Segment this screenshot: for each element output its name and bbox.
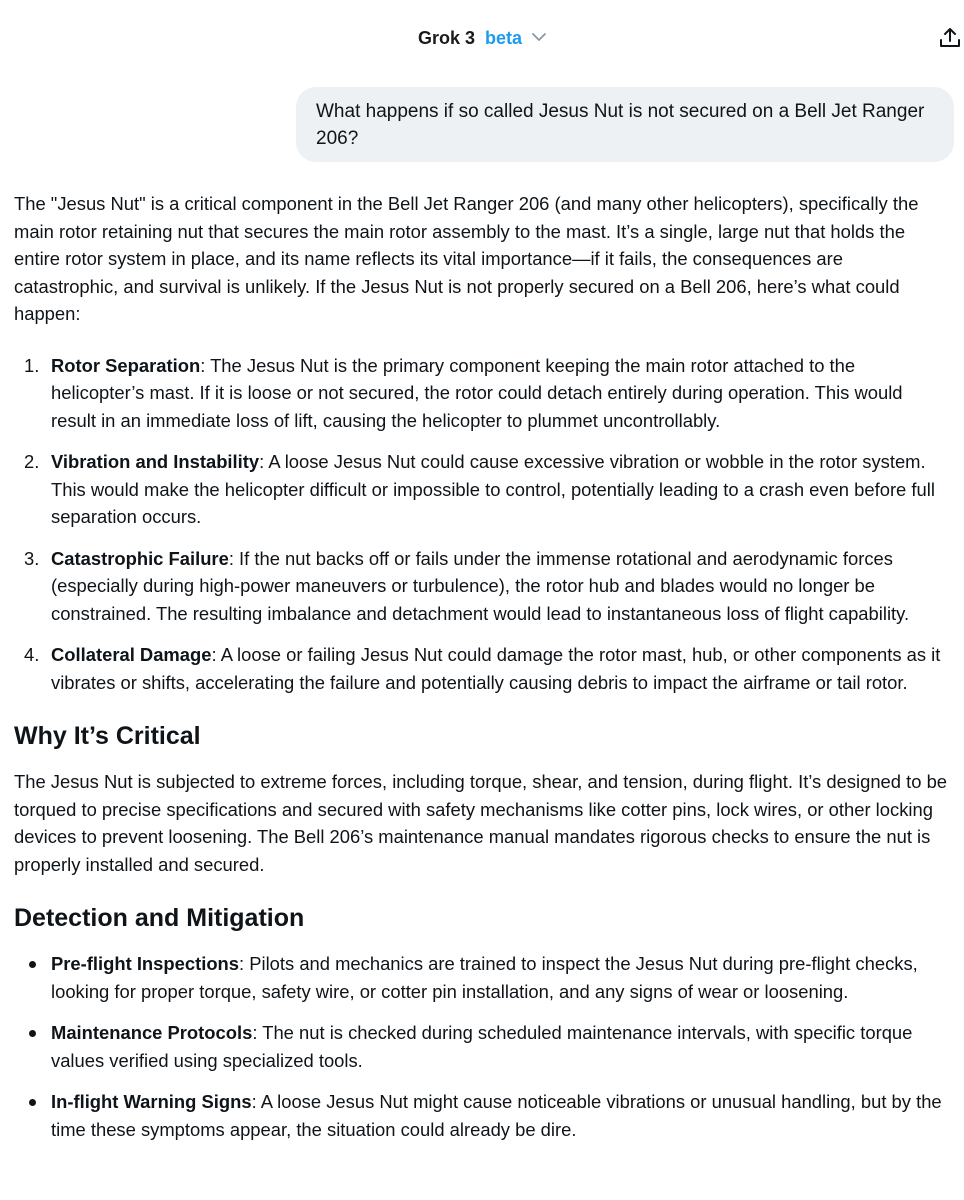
item-title: Vibration and Instability xyxy=(51,451,260,472)
item-title: Collateral Damage xyxy=(51,644,212,665)
chat-header xyxy=(0,0,964,76)
item-text: : If the nut backs off or fails under the immense rotational and aerodynamic forces (especially during high-power maneuvers or turbulence), the rotor hub and blades would no longer be constrained. The resulting imbalance and detachment would lead to instantaneous loss of flight capability. xyxy=(51,547,910,624)
item-title: Pre-flight Inspections xyxy=(51,953,240,974)
response-intro: The "Jesus Nut" is a critical component in the Bell Jet Ranger 206 (and many other helicopters), specifically the main rotor retaining nut that secures the main rotor assembly to the mast. It’s a single, large nut that holds the entire rotor system in place, and its name reflects its vital importance—if it fails, the consequences are catastrophic, and survival is unlikely. If the Jesus Nut is not properly secured on a Bell 206, here’s what could happen: xyxy=(14,193,919,324)
model-selector[interactable] xyxy=(0,24,964,52)
beta-badge: beta xyxy=(485,28,523,48)
user-message-bubble: What happens if so called Jesus Nut is not secured on a Bell Jet Ranger 206? xyxy=(296,87,954,162)
section-heading-detection: Detection and Mitigation xyxy=(14,904,305,932)
list-item xyxy=(14,1019,952,1074)
item-text: : A loose or failing Jesus Nut could damage the rotor mast, hub, or other components as it vibrates or shifts, accelerating the failure and potentially causing debris to impact the airframe or tail rotor. xyxy=(51,644,941,693)
section-heading-why-critical: Why It’s Critical xyxy=(14,722,201,750)
list-item xyxy=(14,1088,952,1143)
item-title: In-flight Warning Signs xyxy=(51,1091,252,1112)
list-number: 3. xyxy=(24,547,40,569)
item-text: : The Jesus Nut is the primary component keeping the main rotor attached to the helicopter’s mast. If it is loose or not secured, the rotor could detach entirely during operation. This would result in an immediate loss of lift, causing the helicopter to plummet uncontrollably. xyxy=(51,354,903,431)
share-upload-icon[interactable] xyxy=(938,26,962,50)
item-text: : A loose Jesus Nut might cause noticeable vibrations or unusual handling, but by the time these symptoms appear, the situation could already be dire. xyxy=(51,1091,942,1140)
list-item xyxy=(14,448,952,531)
list-item xyxy=(14,352,952,435)
item-title: Catastrophic Failure xyxy=(51,547,229,569)
list-number: 1. xyxy=(24,354,40,376)
assistant-response xyxy=(14,190,952,1157)
section-paragraph: The Jesus Nut is subjected to extreme forces, including torque, shear, and tension, during flight. It’s designed to be torqued to precise specifications and secured with safety mechanisms like cotter pins, lock wires, or other locking devices to prevent loosening. The Bell 206’s maintenance manual mandates rigorous checks to ensure the nut is properly installed and secured. xyxy=(14,771,948,875)
item-title: Rotor Separation xyxy=(51,354,201,376)
model-name: Grok 3 xyxy=(417,28,475,48)
list-item xyxy=(14,641,952,696)
bullet-icon xyxy=(29,1099,36,1106)
item-title: Maintenance Protocols xyxy=(51,1022,253,1043)
chevron-down-icon[interactable] xyxy=(532,33,546,42)
bullet-icon xyxy=(29,1030,36,1037)
bullet-icon xyxy=(29,961,36,968)
list-number: 4. xyxy=(24,644,40,665)
item-text: : The nut is checked during scheduled maintenance intervals, with specific torque values verified using specialized tools. xyxy=(51,1022,913,1071)
list-number: 2. xyxy=(24,451,40,472)
list-item xyxy=(14,950,952,1005)
list-item xyxy=(14,545,952,628)
bullet-list xyxy=(14,950,952,1143)
item-text: : A loose Jesus Nut could cause excessive vibration or wobble in the rotor system. This would make the helicopter difficult or impossible to control, potentially leading to a crash even before full separation occurs. xyxy=(51,451,935,527)
item-text: : Pilots and mechanics are trained to inspect the Jesus Nut during pre-flight checks, looking for proper torque, safety wire, or cotter pin installation, and any signs of wear or loosening. xyxy=(51,953,918,1002)
numbered-list xyxy=(14,352,952,697)
